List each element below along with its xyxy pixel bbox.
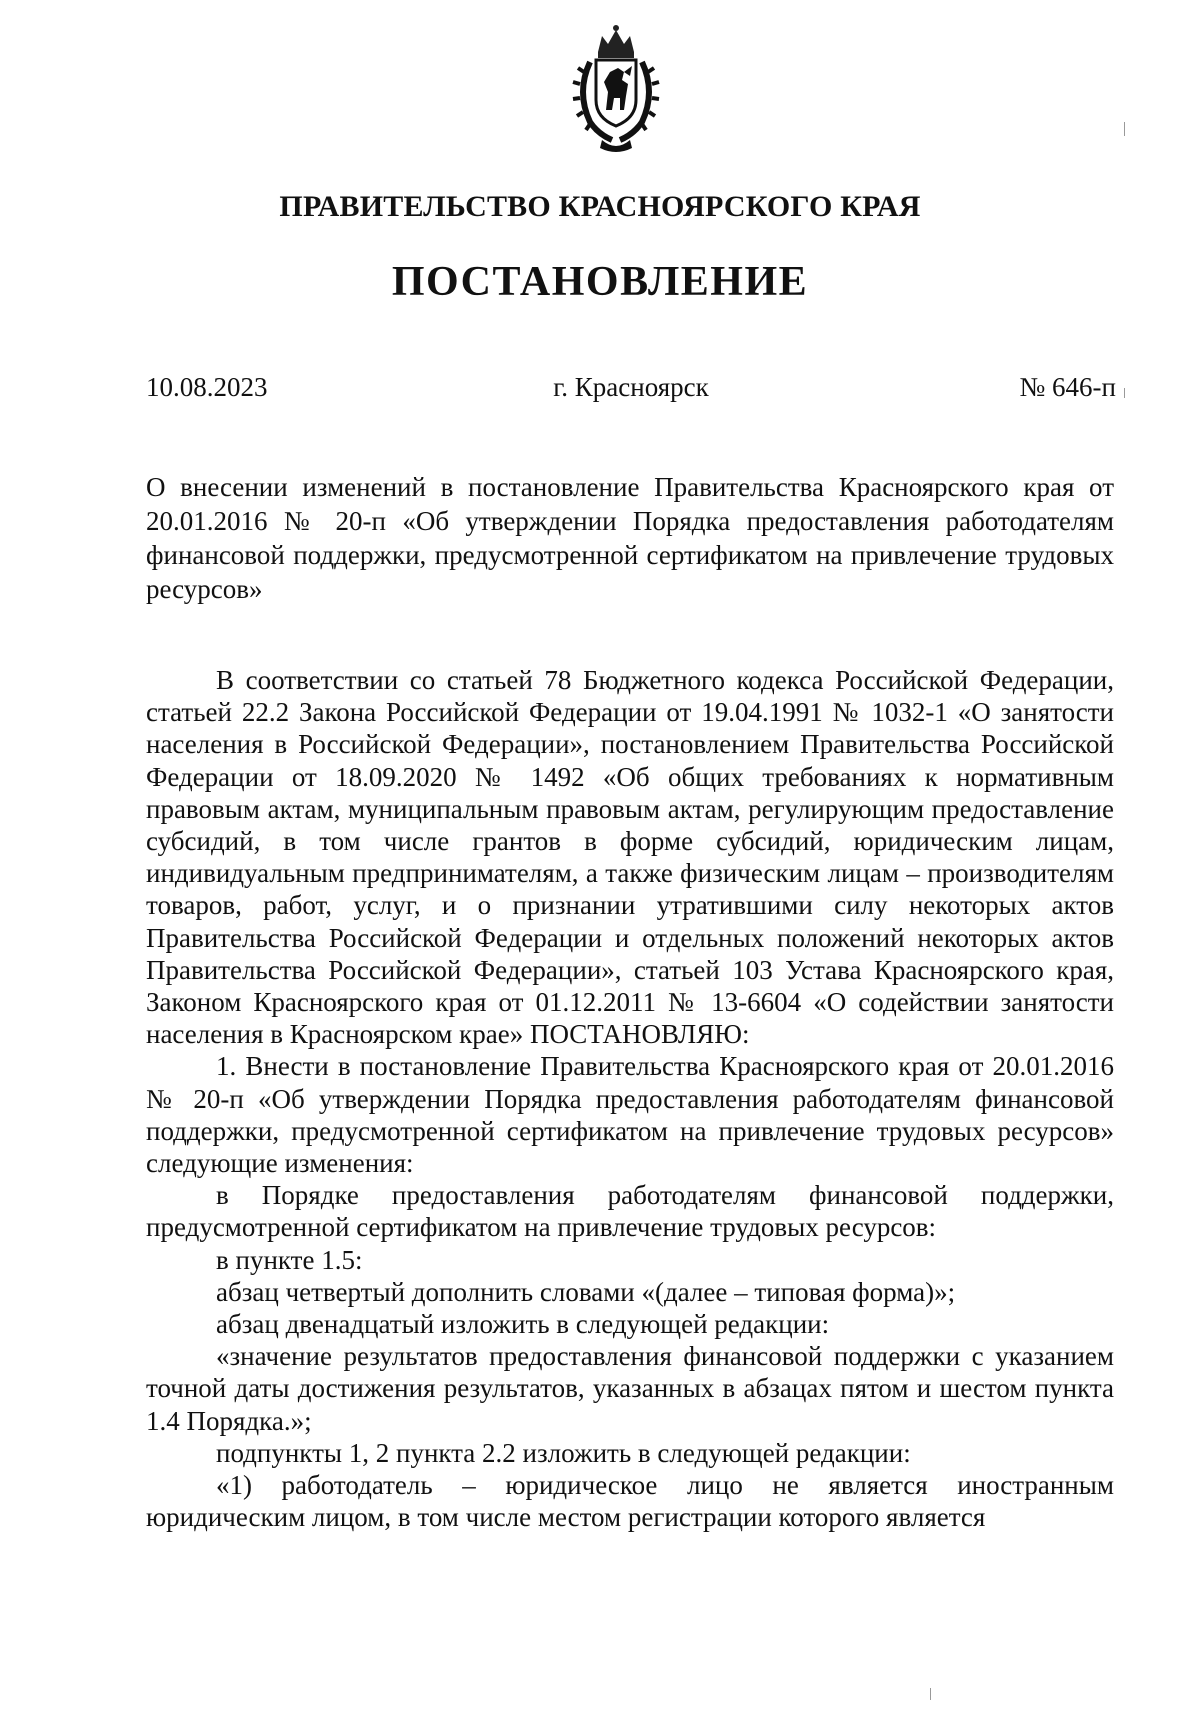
document-number: № 646-п — [1019, 372, 1116, 402]
body-paragraph: подпункты 1, 2 пункта 2.2 изложить в следующей редакции: — [216, 1437, 911, 1468]
document-city: г. Красноярск — [553, 372, 709, 402]
scan-mark — [1124, 388, 1125, 398]
body-paragraph: в пункте 1.5: — [216, 1244, 363, 1275]
document-date: 10.08.2023 — [146, 372, 268, 402]
body-paragraph: абзац двенадцатый изложить в следующей редакции: — [216, 1309, 830, 1340]
body-paragraph: абзац четвертый дополнить словами «(далее – типовая форма)»; — [216, 1276, 956, 1307]
document-body — [146, 664, 1114, 1533]
body-paragraph: В соответствии со статьей 78 Бюджетного кодекса Российской Федерации, статьей 22.2 Закона Российской Федерации от 19.04.1991 № 1032-1 «О занятости населения в Российской Федерации», постановлением Правительства Российской Федерации от 18.09.2020 № 1492 «Об общих требованиях к нормативным правовым актам, муниципальным правовым актам, регулирующим предоставление субсидий, в том числе грантов в форме субсидий, юридическим лицам, индивидуальным предпринимателям, а также физическим лицам – производителям товаров, работ, услуг, и о признании утратившими силу некоторых актов Правительства Российской Федерации и отдельных положений некоторых актов Правительства Российской Федерации», статьей 103 Устава Красноярского края, Законом Красноярского края от 01.12.2011 № 13-6604 «О содействии занятости населения в Красноярском крае» ПОСТАНОВЛЯЮ: — [146, 665, 1114, 1050]
document-subject: О внесении изменений в постановление Правительства Красноярского края от 20.01.2016 № 20-п «Об утверждении Порядка предоставления работодателям финансовой поддержки, предусмотренной сертификатом на привлечение трудовых ресурсов» — [146, 472, 1114, 604]
organization-title: ПРАВИТЕЛЬСТВО КРАСНОЯРСКОГО КРАЯ — [279, 190, 921, 223]
body-paragraph: 1. Внести в постановление Правительства Красноярского края от 20.01.2016 № 20-п «Об утверждении Порядка предоставления работодателям финансовой поддержки, предусмотренной сертификатом на привлечение трудовых ресурсов» следующие изменения: — [146, 1051, 1114, 1179]
document-meta-row — [146, 372, 1116, 412]
body-paragraph: «1) работодатель – юридическое лицо не является иностранным юридическим лицом, в том числе местом регистрации которого является — [146, 1470, 1114, 1533]
scan-mark — [1124, 122, 1125, 136]
scan-mark — [930, 1688, 931, 1700]
body-paragraph: в Порядке предоставления работодателям финансовой поддержки, предусмотренной сертификатом на привлечение трудовых ресурсов: — [146, 1180, 1114, 1243]
body-paragraph: «значение результатов предоставления финансовой поддержки с указанием точной даты достижения результатов, указанных в абзацах пятом и шестом пункта 1.4 Порядка.»; — [146, 1341, 1114, 1436]
document-type-title: ПОСТАНОВЛЕНИЕ — [391, 259, 809, 305]
krasnoyarsk-coat-of-arms-icon — [568, 22, 664, 156]
